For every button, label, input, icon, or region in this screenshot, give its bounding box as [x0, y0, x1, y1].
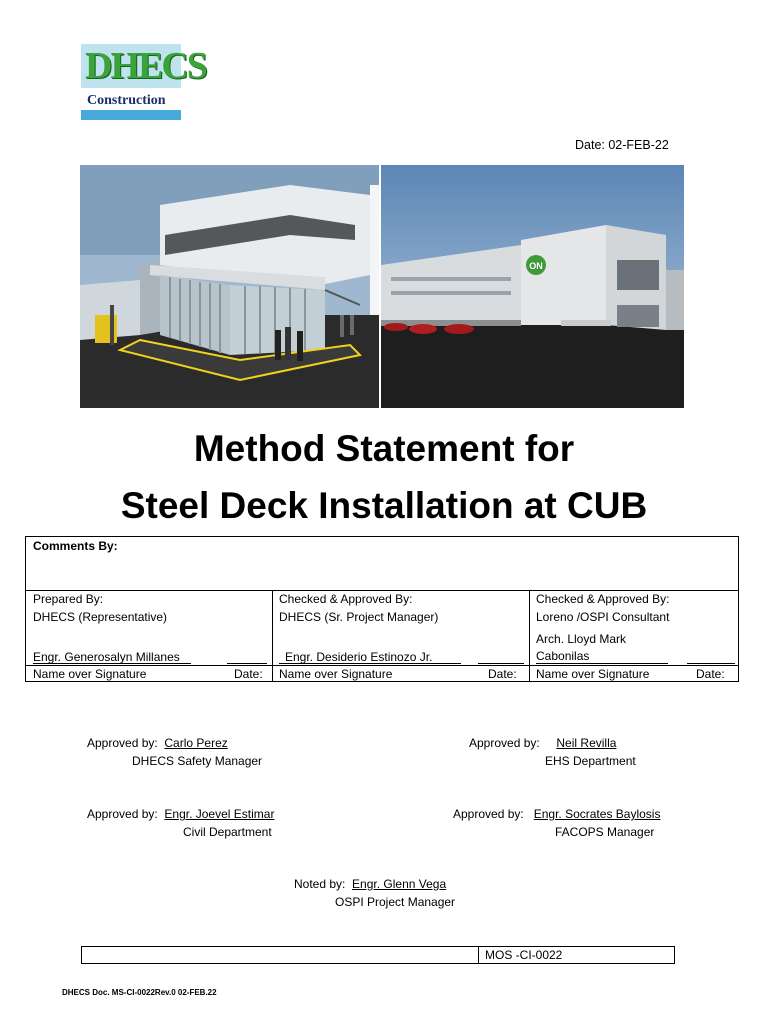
- comments-label: Comments By:: [33, 539, 118, 553]
- company-logo: [81, 44, 206, 120]
- date-label: Date:: [234, 667, 263, 681]
- logo-subtitle: Construction: [87, 93, 166, 108]
- building-rendering-entrance-icon: [80, 165, 379, 408]
- approval-table: [25, 536, 739, 682]
- approver-role: Civil Department: [183, 825, 272, 839]
- approver-role: EHS Department: [545, 754, 636, 768]
- document-title-line-2: Steel Deck Installation at CUB: [120, 485, 648, 526]
- logo-band: [81, 110, 181, 120]
- approver-role: DHECS Safety Manager: [132, 754, 263, 768]
- document-date: Date: 02-FEB-22: [575, 138, 669, 152]
- logo-wordmark: DHECS: [85, 45, 206, 87]
- box-divider: [478, 947, 479, 963]
- date-line: [227, 663, 267, 664]
- table-divider: [26, 665, 738, 666]
- prepared-by-org: DHECS (Representative): [33, 610, 168, 624]
- consultant-org: Loreno /OSPI Consultant: [536, 610, 670, 624]
- consultant-name-line-1: Arch. Lloyd Mark: [536, 632, 627, 646]
- date-line: [687, 663, 735, 664]
- noted-by: [294, 877, 446, 891]
- approver-name: Engr. Socrates Baylosis: [533, 807, 661, 821]
- building-rendering-facade-icon: [381, 165, 684, 408]
- signature-label: Name over Signature: [33, 667, 147, 681]
- approver-role: FACOPS Manager: [555, 825, 655, 839]
- approval-civil: [87, 807, 274, 821]
- approval-safety: [87, 736, 228, 750]
- approval-label: Approved by:: [87, 736, 158, 750]
- checked-by-org: DHECS (Sr. Project Manager): [279, 610, 439, 624]
- approver-name: Carlo Perez: [164, 736, 228, 750]
- signature-label: Name over Signature: [279, 667, 393, 681]
- prepared-by-header: Prepared By:: [33, 592, 104, 606]
- approval-label: Approved by:: [453, 807, 524, 821]
- document-title-line-1: Method Statement for: [193, 428, 575, 469]
- approver-name: Engr. Joevel Estimar: [164, 807, 275, 821]
- table-divider: [272, 590, 273, 681]
- document-number: MOS -CI-0022: [485, 948, 563, 962]
- approval-facops: [453, 807, 660, 821]
- prepared-by-name: Engr. Generosalyn Millanes: [33, 650, 180, 664]
- noter-role: OSPI Project Manager: [335, 895, 456, 909]
- approval-label: Approved by:: [469, 736, 540, 750]
- date-label: Date:: [488, 667, 517, 681]
- consultant-header: Checked & Approved By:: [536, 592, 670, 606]
- approver-name: Neil Revilla: [556, 736, 617, 750]
- signature-line: [33, 663, 191, 664]
- date-line: [478, 663, 524, 664]
- noted-label: Noted by:: [294, 877, 346, 891]
- checked-by-header: Checked & Approved By:: [279, 592, 413, 606]
- approval-ehs: [469, 736, 616, 750]
- document-number-box: [81, 946, 675, 964]
- signature-label: Name over Signature: [536, 667, 650, 681]
- footer-doc-reference: DHECS Doc. MS-CI-0022Rev.0 02-FEB.22: [62, 988, 217, 997]
- signature-line: [536, 663, 668, 664]
- noter-name: Engr. Glenn Vega: [352, 877, 447, 891]
- logo-mark: [81, 44, 206, 88]
- date-label: Date:: [696, 667, 725, 681]
- facade-sign: ON: [529, 261, 543, 271]
- signature-line: [279, 663, 461, 664]
- checked-by-name: Engr. Desiderio Estinozo Jr.: [285, 650, 433, 664]
- approval-label: Approved by:: [87, 807, 158, 821]
- table-divider: [529, 590, 530, 681]
- consultant-name-line-2: Cabonilas: [536, 649, 590, 663]
- table-divider: [26, 590, 738, 591]
